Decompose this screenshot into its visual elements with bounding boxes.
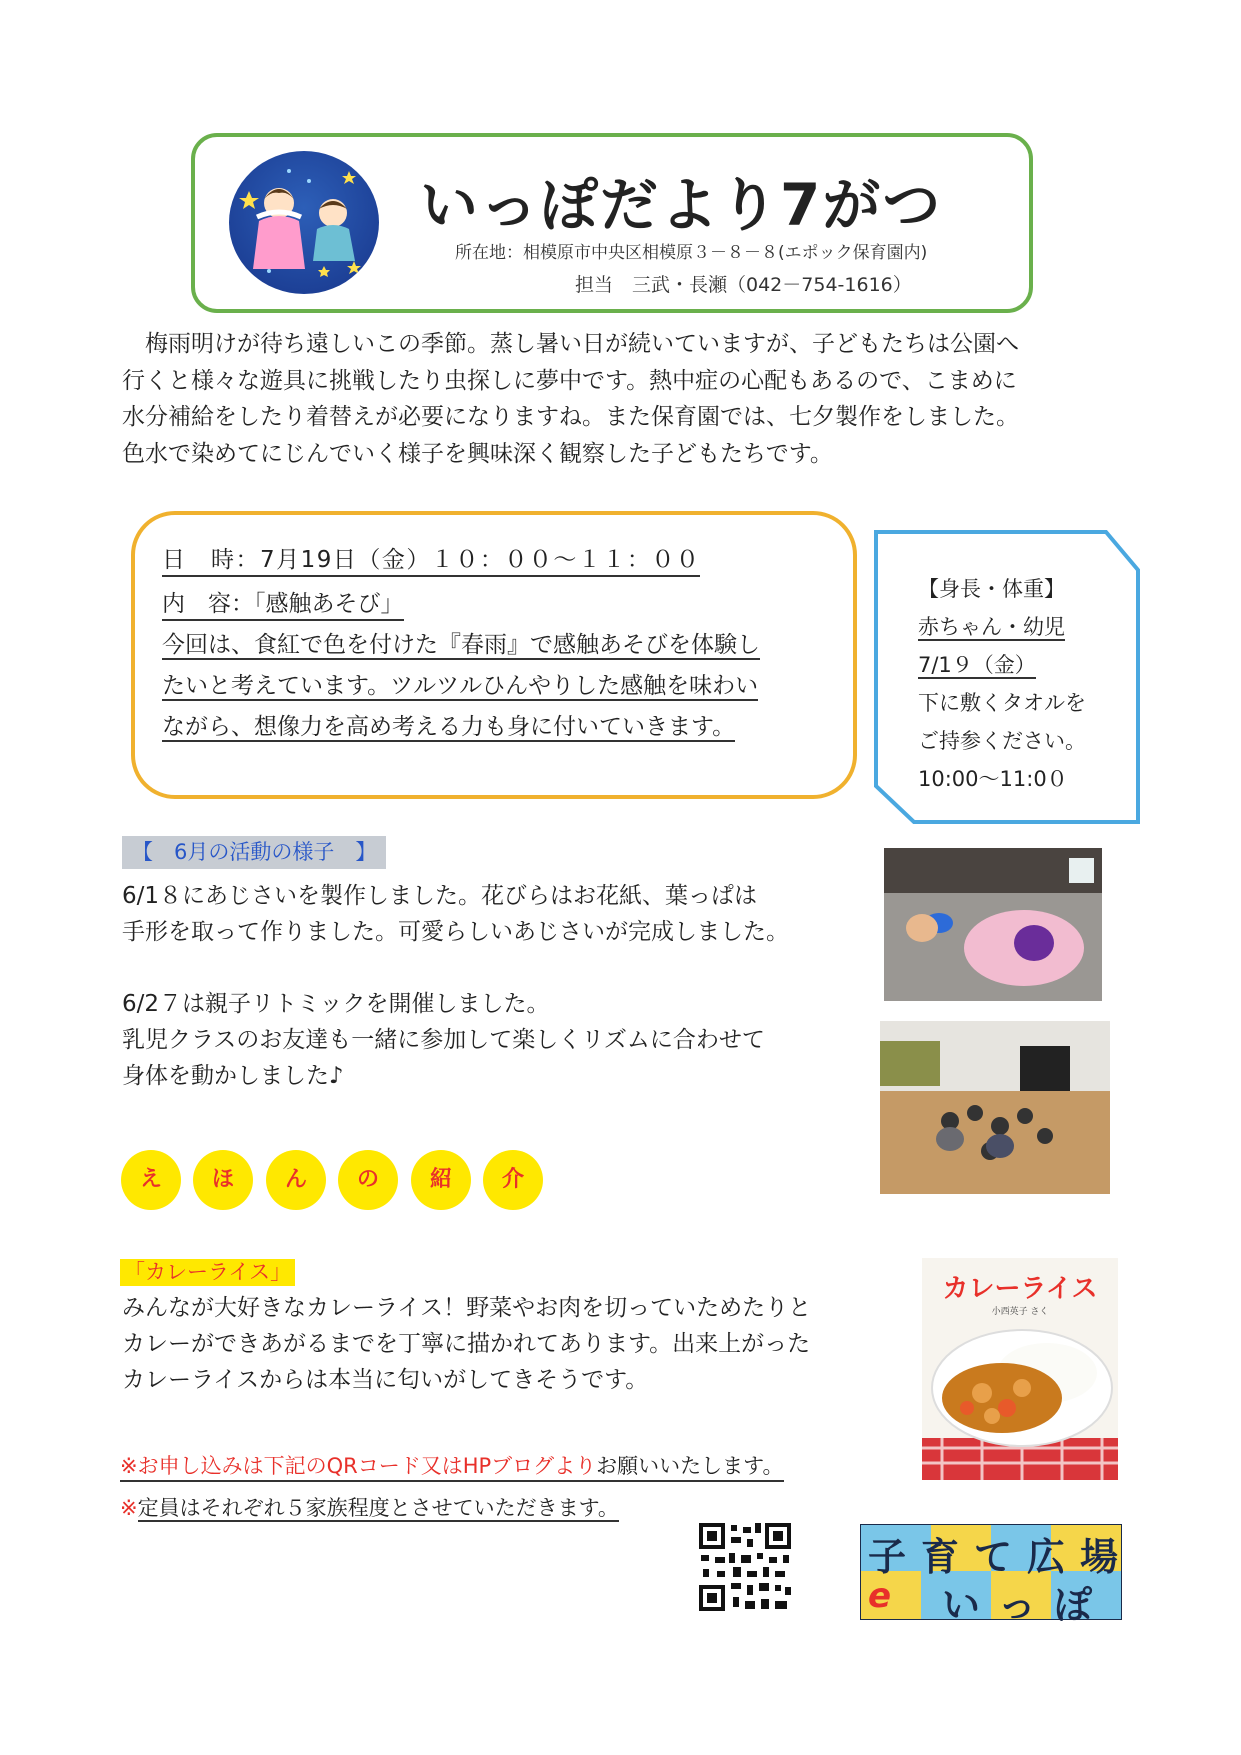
newsletter-title: いっぽだより7がつ <box>420 171 943 239</box>
address-text: 所在地：相模原市中央区相模原３－８－８(エポック保育園内) <box>455 243 928 263</box>
june-activity-text <box>122 878 789 1094</box>
event-description-text: 今回は、食紅で色を付けた『春雨』で感触あそびを体験し <box>162 632 760 658</box>
event-content <box>162 585 404 618</box>
event-date-text: 日 時：7月19日（金）１０：００～１１：００ <box>162 547 700 577</box>
event-date <box>162 541 700 574</box>
logo-top-row <box>868 1526 1118 1581</box>
ehon-circle: の <box>338 1150 398 1210</box>
june-line: 乳児クラスのお友達も一緒に参加して楽しくリズムに合わせて <box>122 1027 765 1053</box>
ehon-circle: 紹 <box>411 1150 471 1210</box>
book-line: カレーができあがるまでを丁寧に描かれてあります。出来上がった <box>122 1331 811 1357</box>
logo-bottom-row <box>942 1574 1092 1629</box>
intro-line: 水分補給をしたり着替えが必要になりますね。また保育園では、七夕製作をしました。 <box>122 404 1019 430</box>
logo-char: い <box>942 1583 981 1627</box>
intro-line: 色水で染めてにじんでいく様子を興味深く観察した子どもたちです。 <box>122 440 833 467</box>
book-description <box>122 1290 811 1398</box>
capacity-note-mark: ※ <box>120 1496 138 1520</box>
qr-code[interactable] <box>697 1521 793 1613</box>
ehon-circle: ん <box>266 1150 326 1210</box>
logo-char: て <box>973 1535 1012 1579</box>
event-description <box>162 625 760 748</box>
logo-char: 場 <box>1079 1535 1118 1579</box>
book-cover-author: 小西英子 さく <box>991 1307 1049 1317</box>
measure-date <box>918 646 1086 684</box>
june-line <box>122 950 789 986</box>
ehon-circle: え <box>121 1150 181 1210</box>
contact-text: 担当 三武・長瀬（042－754-1616） <box>575 274 912 296</box>
event-description-text: たいと考えています。ツルツルひんやりした感触を味わい <box>162 673 759 699</box>
book-cover-title: カレーライス <box>942 1274 1098 1304</box>
capacity-note <box>120 1492 619 1522</box>
tanabata-illustration <box>229 151 379 294</box>
june-line: 手形を取って作りました。可愛らしいあじさいが完成しました。 <box>122 919 789 945</box>
measure-time: 10:00～11:0０ <box>918 767 1068 791</box>
june-line: 身体を動かしました♪ <box>122 1063 344 1089</box>
event-description-text: ながら、想像力を高め考える力も身に付いていきます。 <box>162 714 736 740</box>
event-description-line <box>162 666 760 707</box>
application-note-box <box>120 1454 784 1482</box>
june-line: 6/2７は親子リトミックを開催しました。 <box>122 991 550 1017</box>
hydrangea-craft-photo <box>884 848 1102 1001</box>
logo-char: ぽ <box>1053 1583 1092 1627</box>
book-title: 「カレーライス」 <box>120 1259 295 1286</box>
measure-date-text: 7/1９（金） <box>918 653 1036 677</box>
measure-target-text: 赤ちゃん・幼児 <box>918 615 1065 639</box>
rhythmic-class-photo <box>880 1021 1110 1194</box>
application-note <box>120 1450 784 1480</box>
book-line: みんなが大好きなカレーライス！野菜やお肉を切っていためたりと <box>122 1295 812 1321</box>
event-description-line <box>162 707 760 748</box>
ehon-circle: 介 <box>483 1150 543 1210</box>
intro-line: 行くと様々な遊具に挑戦したり虫探しに夢中です。熱中症の心配もあるので、こまめに <box>122 367 1017 394</box>
logo-char: 子 <box>868 1535 907 1579</box>
event-content-text: 内 容：「感触あそび」 <box>162 591 404 621</box>
book-cover-image <box>922 1258 1118 1480</box>
ehon-circle: ほ <box>193 1150 253 1210</box>
intro-line: 梅雨明けが待ち遠しいこの季節。蒸し暑い日が続いていますが、子どもたちは公園へ <box>122 331 1019 357</box>
kosodate-hiroba-ippo-logo <box>860 1524 1122 1627</box>
june-line: 6/1８にあじさいを製作しました。花びらはお花紙、葉っぱは <box>122 883 758 909</box>
event-description-line <box>162 625 760 666</box>
logo-e-mark: e <box>868 1576 892 1616</box>
book-line: カレーライスからは本当に匂いがしてきそうです。 <box>122 1367 649 1393</box>
measure-target <box>918 608 1086 646</box>
intro-paragraph <box>122 326 1112 472</box>
measure-note: 下に敷くタオルを <box>918 691 1086 715</box>
application-note-red: ※お申し込みは下記のQRコード又はHPブログより <box>120 1454 597 1478</box>
june-activity-heading: 【 6月の活動の様子 】 <box>122 836 386 869</box>
measure-title: 【身長・体重】 <box>918 577 1065 601</box>
application-note-rest: お願いいたします。 <box>596 1454 784 1478</box>
logo-char: 育 <box>920 1535 959 1579</box>
capacity-note-text: 定員はそれぞれ５家族程度とさせていただきます。 <box>137 1496 619 1520</box>
logo-char: っ <box>997 1583 1036 1627</box>
logo-char: 広 <box>1026 1535 1065 1579</box>
measure-note: ご持参ください。 <box>918 729 1086 753</box>
measure-info <box>918 570 1086 798</box>
